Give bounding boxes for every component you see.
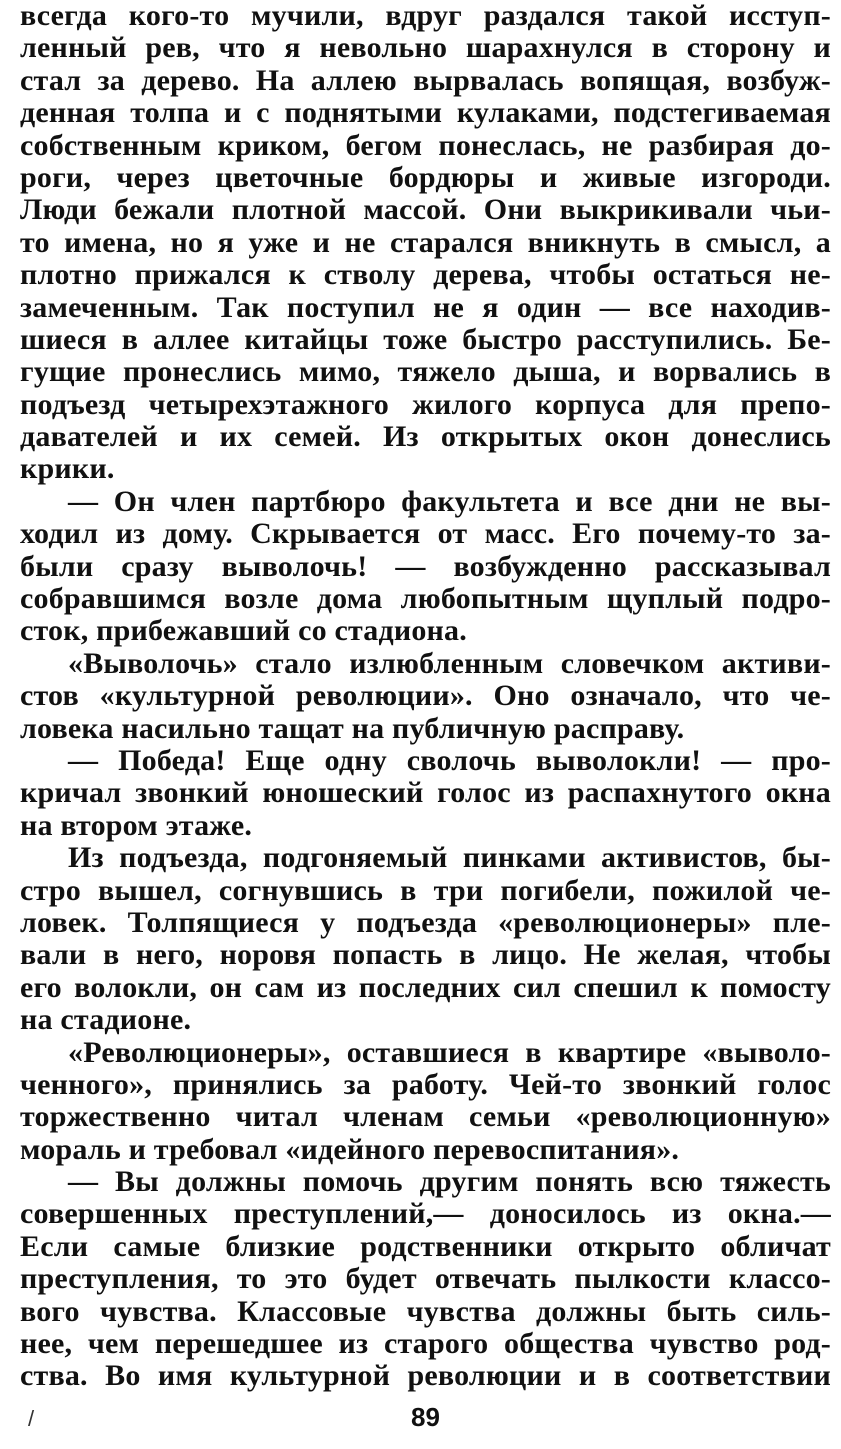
- text-line: «Революционеры», оставшиеся в квартире «выволо-: [68, 1036, 831, 1069]
- text-line: замеченным. Так поступил не я один — все находив-: [20, 291, 831, 324]
- text-line: денная толпа и с поднятыми кулаками, подстегиваемая: [20, 97, 831, 130]
- text-line: вого чувства. Классовые чувства должны быть силь-: [20, 1295, 831, 1328]
- text-line: ства. Во имя культурной революции и в соответствии: [20, 1360, 831, 1393]
- text-line: шиеся в аллее китайцы тоже быстро расступились. Бе-: [20, 323, 831, 356]
- text-line: — Он член партбюро факультета и все дни не вы-: [68, 485, 831, 518]
- text-line: ленный рев, что я невольно шарахнулся в сторону и: [20, 32, 831, 65]
- text-line: подъезд четырехэтажного жилого корпуса для препо-: [20, 388, 831, 421]
- text-line: преступления, то это будет отвечать пылкости классо-: [20, 1263, 831, 1296]
- text-line: мораль и требовал «идейного перевоспитания».: [20, 1133, 680, 1166]
- text-line: давателей и их семей. Из открытых окон донеслись: [20, 421, 831, 454]
- text-line: сток, прибежавший со стадиона.: [20, 615, 467, 648]
- text-line: ловека насильно тащат на публичную расправу.: [20, 712, 685, 745]
- text-line: — Вы должны помочь другим понять всю тяжесть: [68, 1166, 831, 1199]
- margin-mark: /: [28, 1406, 35, 1431]
- text-line: Из подъезда, подгоняемый пинками активистов, бы-: [68, 842, 831, 875]
- text-line: — Победа! Еще одну сволочь выволокли! — про-: [68, 744, 831, 777]
- text-line: роги, через цветочные бордюры и живые изгороди.: [20, 161, 831, 194]
- text-line: Люди бежали плотной массой. Они выкрикивали чьи-: [20, 194, 831, 227]
- text-line: ловек. Толпящиеся у подъезда «революционеры» пле-: [20, 906, 831, 939]
- text-line: совершенных преступлений,— доносилось из окна.—: [20, 1198, 831, 1231]
- text-line: кричал звонкий юношеский голос из распахнутого окна: [20, 777, 831, 810]
- text-line: на стадионе.: [20, 1004, 192, 1037]
- text-line: на втором этаже.: [20, 809, 253, 842]
- text-line: торжественно читал членам семьи «революционную»: [20, 1101, 831, 1134]
- book-page: [20, 0, 831, 1449]
- text-line: были сразу выволочь! — возбужденно рассказывал: [20, 550, 831, 583]
- text-line: собственным криком, бегом понеслась, не разбирая до-: [20, 129, 831, 162]
- text-line: плотно прижался к стволу дерева, чтобы остаться не-: [20, 259, 831, 292]
- text-line: стал за дерево. На аллею вырвалась вопящая, возбуж-: [20, 64, 831, 97]
- text-line: гущие пронеслись мимо, тяжело дыша, и ворвались в: [20, 356, 831, 389]
- text-line: собравшимся возле дома любопытным щуплый подро-: [20, 583, 831, 616]
- text-line: Если самые близкие родственники открыто обличат: [20, 1230, 831, 1263]
- text-line: его волокли, он сам из последних сил спешил к помосту: [20, 971, 831, 1004]
- text-line: всегда кого-то мучили, вдруг раздался такой исступ-: [20, 0, 831, 32]
- text-line: крики.: [20, 453, 115, 486]
- text-line: то имена, но я уже и не старался вникнуть в смысл, а: [20, 226, 831, 259]
- text-line: стро вышел, согнувшись в три погибели, пожилой че-: [20, 874, 831, 907]
- text-line: нее, чем перешедшее из старого общества чувство род-: [20, 1328, 831, 1361]
- text-line: ходил из дому. Скрывается от масс. Его почему-то за-: [20, 518, 831, 551]
- page-number: 89: [411, 1402, 440, 1432]
- text-line: вали в него, норовя попасть в лицо. Не желая, чтобы: [20, 939, 831, 972]
- text-line: «Выволочь» стало излюбленным словечком активи-: [68, 647, 831, 680]
- text-line: стов «культурной революции». Оно означало, что че-: [20, 680, 831, 713]
- text-line: ченного», принялись за работу. Чей-то звонкий голос: [20, 1068, 831, 1101]
- page-body-text: [20, 0, 831, 1393]
